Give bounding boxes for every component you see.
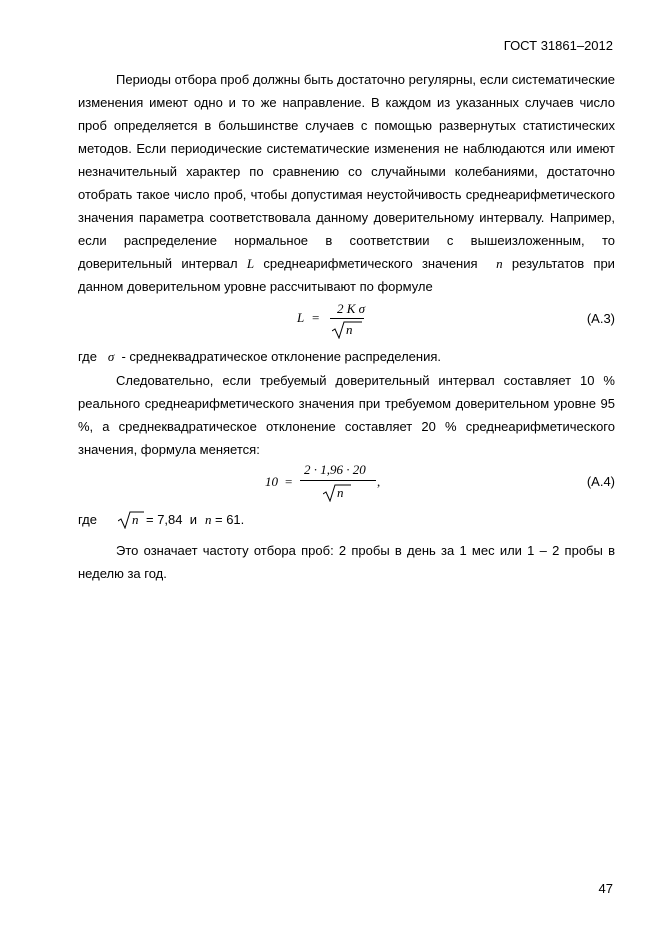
paragraph-text: среднеарифметического значения (263, 256, 478, 271)
page-number: 47 (598, 881, 613, 896)
paragraph-sigma-definition (78, 345, 615, 368)
equation-a3-equals: = (312, 310, 320, 325)
equation-a4-trailing-comma: , (377, 474, 381, 489)
equation-a3-numerator: 2 K σ (337, 301, 366, 316)
where-label: где (78, 512, 97, 527)
equation-a4-lhs: 10 (265, 474, 278, 489)
paragraph-text: Периоды отбора проб должны быть достаточно регулярны, если систематические изменения имеют одно и то же направление. В каждом из указанных случаев число проб определяется в большинстве случаев с помощью развернутых статистических методов. Если периодические систематические изменения не наблюдаются или имеют незначительный характер по сравнению со случайными колебаниями, достаточно отобрать такое число проб, чтобы допустимая неустойчивость среднеарифметического значения параметра соответствовала данному доверительному интервалу. Например, если распределение нормальное в соответствии с вышеизложенным, то доверительный интервал (78, 72, 615, 271)
equation-a3-number: (А.3) (586, 311, 615, 326)
paragraph-sampling-frequency: Это означает частоту отбора проб: 2 пробы в день за 1 мес или 1 – 2 пробы в неделю за год. (78, 543, 615, 581)
paragraph-required-interval: Следовательно, если требуемый доверительный интервал составляет 10 % реального среднеарифметического значения при требуемом доверительном уровне 95 %, а среднеквадратическое отклонение составляет 20 % среднеарифметического значения, формула меняется: (78, 373, 615, 457)
sqrt-sign (323, 484, 351, 502)
equation-a4-equals: = (285, 474, 293, 489)
paragraph-sampling-periods (78, 68, 615, 298)
sqrt-sign (332, 321, 362, 339)
n-value: = 61. (215, 512, 245, 527)
equation-a4-number: (А.4) (586, 474, 615, 489)
fraction-bar (330, 318, 364, 319)
sqrt-sign (118, 511, 144, 529)
equation-a4-numerator: 2 · 1,96 · 20 (304, 462, 366, 477)
equation-a3-radicand: n (346, 322, 353, 337)
equation-a3-lhs: L (297, 310, 305, 325)
fraction-bar (300, 480, 376, 481)
equation-a4-radicand: n (337, 485, 344, 500)
variable-n: n (205, 512, 212, 527)
document-header: ГОСТ 31861–2012 (503, 38, 613, 53)
variable-L: L (246, 256, 255, 271)
variable-n: n (496, 256, 503, 271)
sqrt-radicand: n (132, 512, 139, 527)
paragraph-text: - среднеквадратическое отклонение распределения. (121, 349, 442, 364)
variable-sigma: σ (107, 349, 115, 364)
paragraph-text: результатов при данном доверительном уровне рассчитывают по формуле (78, 256, 615, 294)
sqrt-value: = 7,84 и (146, 512, 197, 527)
where-label: где (78, 349, 97, 364)
